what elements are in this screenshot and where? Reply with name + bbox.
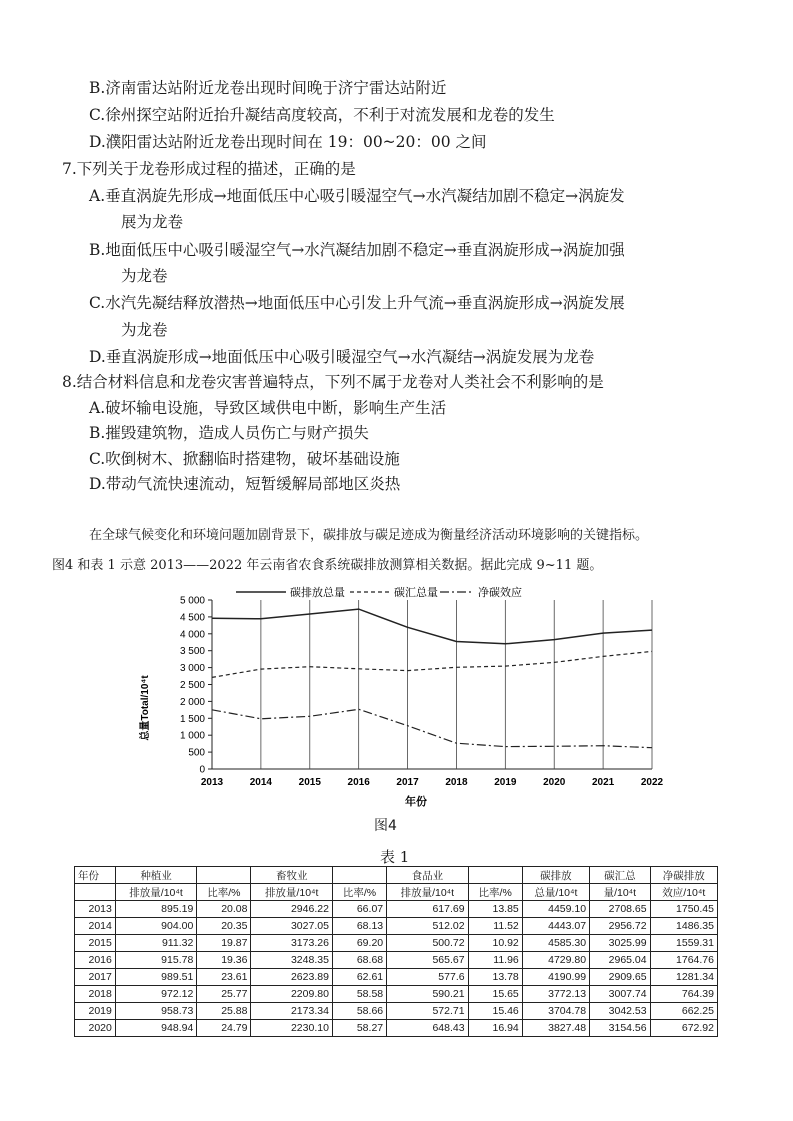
table-cell: 畜牧业 xyxy=(251,867,332,884)
legend-label-emission: 碳排放总量 xyxy=(290,587,345,599)
x-axis-label: 年份 xyxy=(405,796,427,808)
table-header-row xyxy=(75,867,718,884)
table-cell: 比率/% xyxy=(332,884,386,901)
table-cell: 617.69 xyxy=(387,901,468,918)
table-cell: 碳排放 xyxy=(522,867,589,884)
table-cell: 排放量/10⁴t xyxy=(115,884,196,901)
table-cell: 13.78 xyxy=(468,969,522,986)
table-cell: 量/10⁴t xyxy=(590,884,651,901)
y-tick-label: 5 000 xyxy=(179,595,205,607)
table-cell: 19.36 xyxy=(197,952,251,969)
table-cell: 2708.65 xyxy=(590,901,651,918)
table-cell: 911.32 xyxy=(115,935,196,952)
table-cell: 总量/10⁴t xyxy=(522,884,589,901)
table-cell: 2956.72 xyxy=(590,918,651,935)
table-cell: 种植业 xyxy=(115,867,196,884)
table-cell: 972.12 xyxy=(115,986,196,1003)
table-caption: 表 1 xyxy=(380,848,410,866)
table-cell: 2018 xyxy=(75,986,116,1003)
table-cell: 排放量/10⁴t xyxy=(251,884,332,901)
table-row xyxy=(75,969,718,986)
legend-label-net: 净碳效应 xyxy=(478,587,522,599)
table-cell: 15.46 xyxy=(468,1003,522,1020)
table-cell: 碳汇总 xyxy=(590,867,651,884)
table-cell: 68.68 xyxy=(332,952,386,969)
y-tick-label: 2 500 xyxy=(179,680,205,691)
y-tick-label: 500 xyxy=(188,747,205,759)
table-cell: 2019 xyxy=(75,1003,116,1020)
table-cell: 20.35 xyxy=(197,918,251,935)
y-axis-label: 总量Total/10⁴t xyxy=(140,675,151,741)
table-cell: 500.72 xyxy=(387,935,468,952)
table-cell: 3007.74 xyxy=(590,986,651,1003)
y-tick-label: 2 000 xyxy=(179,696,205,708)
table-cell: 24.79 xyxy=(197,1020,251,1037)
table-cell: 25.88 xyxy=(197,1003,251,1020)
table-cell: 958.73 xyxy=(115,1003,196,1020)
q8-option-b: B.摧毁建筑物，造成人员伤亡与财产损失 xyxy=(89,424,369,442)
x-tick-label: 2017 xyxy=(396,777,419,788)
table-row xyxy=(75,1020,718,1037)
legend-label-sink: 碳汇总量 xyxy=(394,587,438,599)
carbon-chart xyxy=(140,583,670,811)
table-cell: 58.27 xyxy=(332,1020,386,1037)
table-cell: 2230.10 xyxy=(251,1020,332,1037)
table-cell: 3827.48 xyxy=(522,1020,589,1037)
table-cell: 比率/% xyxy=(197,884,251,901)
table-cell: 58.66 xyxy=(332,1003,386,1020)
y-tick-label: 3 500 xyxy=(179,646,205,658)
carbon-table xyxy=(74,866,718,1037)
table-cell: 1559.31 xyxy=(650,935,717,952)
table-cell: 2017 xyxy=(75,969,116,986)
table-cell: 1486.35 xyxy=(650,918,717,935)
table-cell: 1750.45 xyxy=(650,901,717,918)
table-cell: 13.85 xyxy=(468,901,522,918)
q8-stem: 8.结合材料信息和龙卷灾害普遍特点，下列不属于龙卷对人类社会不利影响的是 xyxy=(62,373,604,391)
table-cell xyxy=(197,867,251,884)
table-cell: 577.6 xyxy=(387,969,468,986)
table-cell: 895.19 xyxy=(115,901,196,918)
q7-option-a: A.垂直涡旋先形成→地面低压中心吸引暖湿空气→水汽凝结加剧不稳定→涡旋发 xyxy=(89,187,625,205)
table-cell: 4190.99 xyxy=(522,969,589,986)
table-cell: 648.43 xyxy=(387,1020,468,1037)
table-row xyxy=(75,901,718,918)
table-cell: 2946.22 xyxy=(251,901,332,918)
table-cell: 排放量/10⁴t xyxy=(387,884,468,901)
table-cell: 25.77 xyxy=(197,986,251,1003)
table-cell: 2965.04 xyxy=(590,952,651,969)
y-tick-label: 4 000 xyxy=(179,629,205,641)
table-cell: 2020 xyxy=(75,1020,116,1037)
q8-option-d: D.带动气流快速流动，短暂缓解局部地区炎热 xyxy=(89,475,401,493)
series-line-2 xyxy=(212,709,652,747)
table-cell: 3025.99 xyxy=(590,935,651,952)
table-cell: 2909.65 xyxy=(590,969,651,986)
table-row xyxy=(75,1003,718,1020)
q7-option-b-cont: 为龙卷 xyxy=(121,267,168,285)
table-cell xyxy=(332,867,386,884)
table-cell: 3027.05 xyxy=(251,918,332,935)
table-cell: 3704.78 xyxy=(522,1003,589,1020)
x-tick-label: 2015 xyxy=(298,777,321,788)
table-cell: 净碳排放 xyxy=(650,867,717,884)
table-cell: 66.07 xyxy=(332,901,386,918)
table-cell: 4443.07 xyxy=(522,918,589,935)
table-cell: 19.87 xyxy=(197,935,251,952)
table-row xyxy=(75,918,718,935)
table-cell: 1281.34 xyxy=(650,969,717,986)
table-cell: 4585.30 xyxy=(522,935,589,952)
y-tick-label: 3 000 xyxy=(179,663,205,675)
y-tick-label: 4 500 xyxy=(179,612,205,624)
material-intro-line1: 在全球气候变化和环境问题加剧背景下，碳排放与碳足迹成为衡量经济活动环境影响的关键指标。 xyxy=(89,528,649,543)
material-intro-line2: 图4 和表 1 示意 2013——2022 年云南省农食系统碳排放测算相关数据。据此完成 9~11 题。 xyxy=(52,558,603,573)
x-tick-label: 2014 xyxy=(249,777,273,788)
table-cell: 15.65 xyxy=(468,986,522,1003)
table-cell: 16.94 xyxy=(468,1020,522,1037)
table-row xyxy=(75,935,718,952)
y-tick-label: 1 000 xyxy=(179,730,205,742)
table-cell xyxy=(75,884,116,901)
table-cell: 590.21 xyxy=(387,986,468,1003)
table-cell: 4729.80 xyxy=(522,952,589,969)
q7-option-a-cont: 展为龙卷 xyxy=(121,213,184,231)
table-cell: 20.08 xyxy=(197,901,251,918)
table-cell: 食品业 xyxy=(387,867,468,884)
table-cell: 2016 xyxy=(75,952,116,969)
table-cell: 2173.34 xyxy=(251,1003,332,1020)
y-tick-label: 1 500 xyxy=(179,713,205,725)
figure-caption: 图4 xyxy=(374,818,397,834)
table-cell: 比率/% xyxy=(468,884,522,901)
y-tick-label: 0 xyxy=(199,764,205,776)
table-cell: 512.02 xyxy=(387,918,468,935)
table-cell: 3042.53 xyxy=(590,1003,651,1020)
table-cell: 565.67 xyxy=(387,952,468,969)
table-cell: 2014 xyxy=(75,918,116,935)
table-cell: 3772.13 xyxy=(522,986,589,1003)
table-cell: 23.61 xyxy=(197,969,251,986)
x-tick-label: 2018 xyxy=(445,777,468,788)
table-cell: 效应/10⁴t xyxy=(650,884,717,901)
table-cell: 672.92 xyxy=(650,1020,717,1037)
q6-option-b: B.济南雷达站附近龙卷出现时间晚于济宁雷达站附近 xyxy=(89,79,447,97)
table-cell: 2013 xyxy=(75,901,116,918)
x-tick-label: 2019 xyxy=(494,777,517,788)
table-cell: 2209.80 xyxy=(251,986,332,1003)
x-tick-label: 2021 xyxy=(591,777,615,788)
table-cell: 3248.35 xyxy=(251,952,332,969)
table-cell: 11.96 xyxy=(468,952,522,969)
chart-legend xyxy=(236,585,522,599)
table-cell: 904.00 xyxy=(115,918,196,935)
table-row xyxy=(75,986,718,1003)
q6-option-c: C.徐州探空站附近抬升凝结高度较高，不利于对流发展和龙卷的发生 xyxy=(89,106,555,124)
x-tick-label: 2013 xyxy=(200,777,224,788)
q7-option-b: B.地面低压中心吸引暖湿空气→水汽凝结加剧不稳定→垂直涡旋形成→涡旋加强 xyxy=(89,241,625,259)
table-cell: 3154.56 xyxy=(590,1020,651,1037)
table-subheader-row xyxy=(75,884,718,901)
table-row xyxy=(75,952,718,969)
table-cell: 572.71 xyxy=(387,1003,468,1020)
q7-option-d: D.垂直涡旋形成→地面低压中心吸引暖湿空气→水汽凝结→涡旋发展为龙卷 xyxy=(89,348,595,366)
table-cell: 69.20 xyxy=(332,935,386,952)
table-cell xyxy=(468,867,522,884)
x-tick-label: 2016 xyxy=(347,777,370,788)
table-cell: 948.94 xyxy=(115,1020,196,1037)
table-cell: 4459.10 xyxy=(522,901,589,918)
table-cell: 2015 xyxy=(75,935,116,952)
q6-option-d: D.濮阳雷达站附近龙卷出现时间在 19：00~20：00 之间 xyxy=(89,133,487,151)
table-cell: 989.51 xyxy=(115,969,196,986)
q7-stem: 7.下列关于龙卷形成过程的描述，正确的是 xyxy=(62,160,356,178)
table-cell: 2623.89 xyxy=(251,969,332,986)
table-cell: 662.25 xyxy=(650,1003,717,1020)
x-tick-label: 2022 xyxy=(640,777,664,788)
series-line-0 xyxy=(212,609,652,644)
table-cell: 年份 xyxy=(75,867,116,884)
q7-option-c-cont: 为龙卷 xyxy=(121,321,168,339)
table-cell: 58.58 xyxy=(332,986,386,1003)
q8-option-a: A.破坏输电设施，导致区域供电中断，影响生产生活 xyxy=(89,399,447,417)
q8-option-c: C.吹倒树木、掀翻临时搭建物，破坏基础设施 xyxy=(89,450,400,468)
table-cell: 915.78 xyxy=(115,952,196,969)
table-cell: 11.52 xyxy=(468,918,522,935)
table-cell: 1764.76 xyxy=(650,952,717,969)
table-cell: 764.39 xyxy=(650,986,717,1003)
table-cell: 62.61 xyxy=(332,969,386,986)
series-line-1 xyxy=(212,651,652,677)
table-cell: 10.92 xyxy=(468,935,522,952)
x-tick-label: 2020 xyxy=(543,777,566,788)
table-cell: 3173.26 xyxy=(251,935,332,952)
table-cell: 68.13 xyxy=(332,918,386,935)
q7-option-c: C.水汽先凝结释放潜热→地面低压中心引发上升气流→垂直涡旋形成→涡旋发展 xyxy=(89,294,625,312)
